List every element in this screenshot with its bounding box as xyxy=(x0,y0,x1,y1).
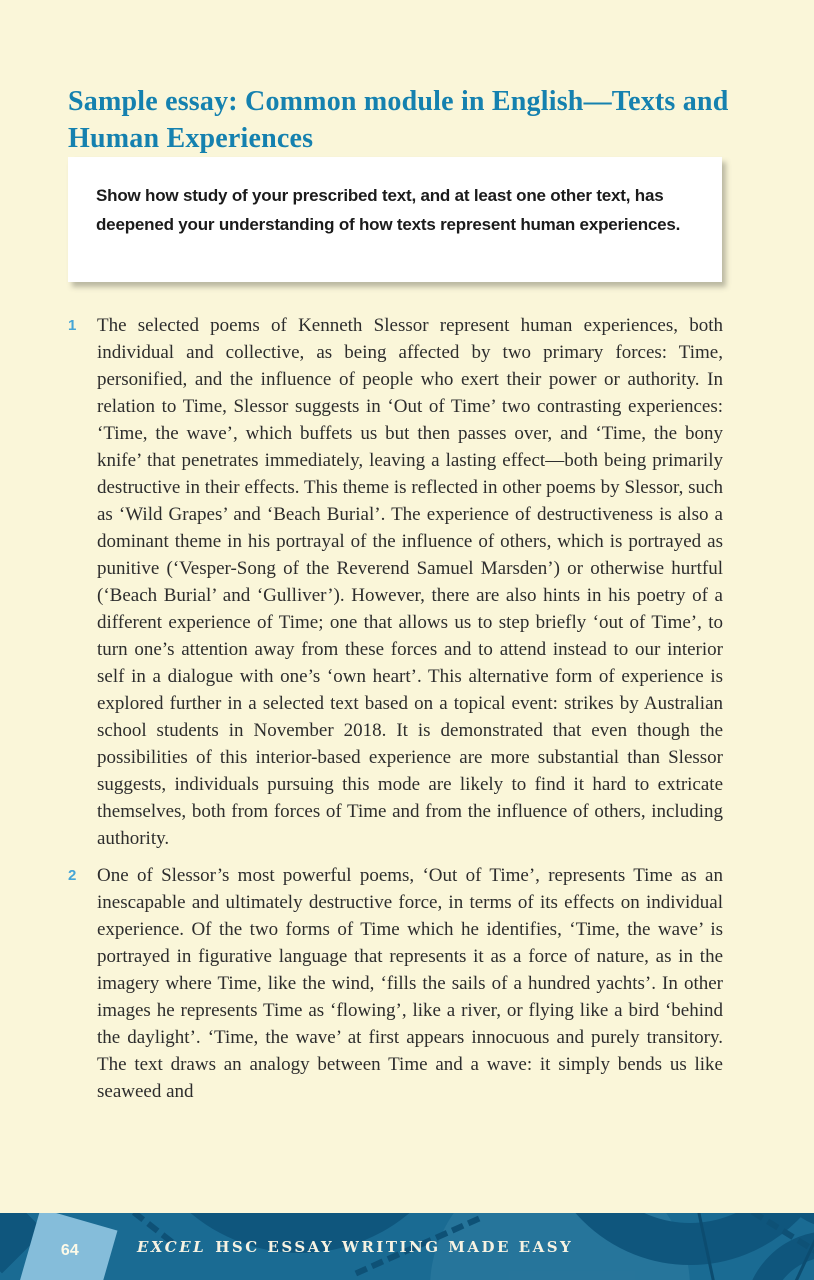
footer-band xyxy=(0,1213,814,1280)
book-title xyxy=(137,1213,573,1280)
paragraph-number: 2 xyxy=(68,867,77,884)
paragraph-text: One of Slessor’s most powerful poems, ‘Out of Time’, represents Time as an inescapable and ultimately destructive force, in terms of its effects on individual experience. Of the two forms of Time which he identifies, ‘Time, the wave’ is portrayed in figurative language that represents it as a force of nature, as in the imagery where Time, like the wind, ‘fills the sails of a hundred yachts’. In other images he represents Time as ‘flowing’, like a river, or flying like a bird ‘behind the daylight’. ‘Time, the wave’ at first appears innocuous and purely transitory. The text draws an analogy between Time and a wave: it simply bends us like seaweed and xyxy=(97,865,723,1102)
essay-body xyxy=(68,312,723,1105)
essay-question-box xyxy=(68,157,722,282)
page-title: Sample essay: Common module in English—Texts and Human Experiences xyxy=(68,85,729,154)
paragraph-text: The selected poems of Kenneth Slessor represent human experiences, both individual and collective, as being affected by two primary forces: Time, personified, and the influence of people who exert their power or authority. In relation to Time, Slessor suggests in ‘Out of Time’ two contrasting experiences: ‘Time, the wave’, which buffets us but then passes over, and ‘Time, the bony knife’ that penetrates immediately, leaving a lasting effect—both being primarily destructive in their effects. This theme is reflected in other poems by Slessor, such as ‘Wild Grapes’ and ‘Beach Burial’. The experience of destructiveness is also a dominant theme in his portrayal of the influence of others, which is portrayed as punitive (‘Vesper-Song of the Reverend Samuel Marsden’) or otherwise hurtful (‘Beach Burial’ and ‘Gulliver’). However, there are also hints in his poetry of a different experience of Time; one that allows us to step briefly ‘out of Time’, to turn one’s attention away from these forces and to attend instead to our interior self in a dialogue with one’s ‘own heart’. This alternative form of experience is explored further in a selected text based on a topical event: strikes by Australian school students in November 2018. It is demonstrated that even though the possibilities of this interior-based experience are more substantial than Slessor suggests, individuals pursuing this mode are likely to find it hard to extricate themselves, both from forces of Time and from the influence of others, including authority. xyxy=(97,315,723,849)
essay-paragraph xyxy=(68,312,723,852)
page-number: 64 xyxy=(61,1242,79,1260)
book-series-label: EXCEL xyxy=(137,1237,207,1256)
essay-paragraph xyxy=(68,862,723,1105)
book-title-label: HSC ESSAY WRITING MADE EASY xyxy=(215,1237,574,1256)
paragraph-number: 1 xyxy=(68,317,77,334)
essay-question-text: Show how study of your prescribed text, and at least one other text, has deepened your understanding of how texts represent human experiences. xyxy=(96,186,681,234)
